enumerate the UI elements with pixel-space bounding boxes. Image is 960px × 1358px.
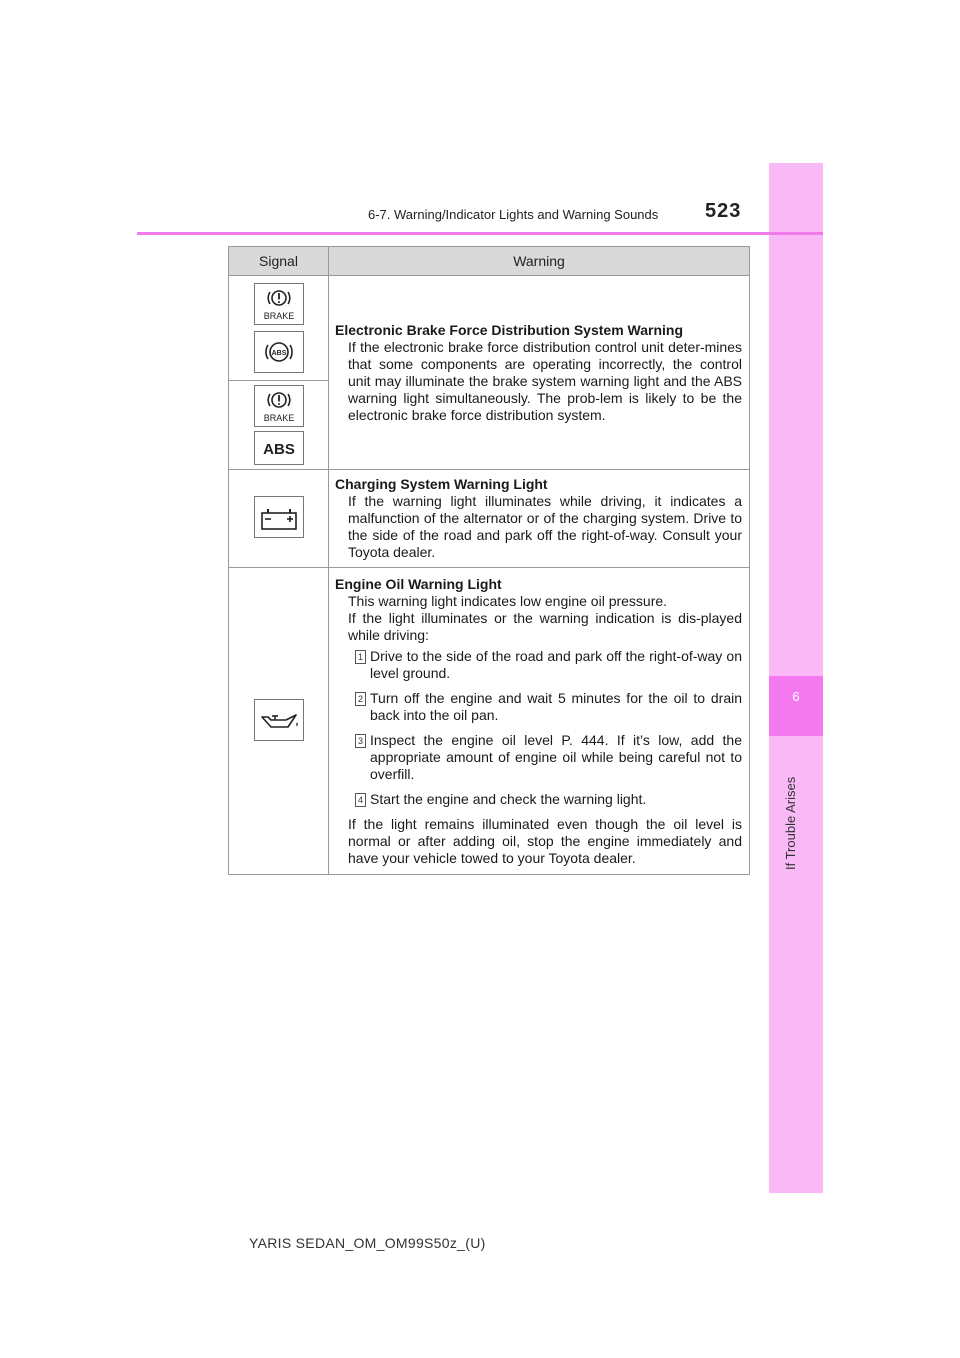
abs-text-icon (254, 431, 304, 465)
brake-warning-icon (254, 385, 304, 427)
signal-cell (229, 568, 329, 875)
step-number-icon: 1 (355, 650, 366, 664)
step-number-icon: 3 (355, 734, 366, 748)
warning-description: If the warning light illuminates while driving, it indicates a malfunction of the alternator or of the charging system. Drive to the side of the road and park off the right-of-way. Consult your Toyota dealer. (348, 493, 742, 560)
header-rule (137, 232, 823, 235)
document-code: YARIS SEDAN_OM_OM99S50z_(U) (249, 1235, 486, 1251)
warning-title: Electronic Brake Force Distribution System Warning (335, 321, 684, 338)
procedure-step (335, 690, 742, 724)
abs-circle-icon (254, 331, 304, 373)
chapter-tab[interactable] (769, 676, 823, 736)
step-text: Turn off the engine and wait 5 minutes for the oil to drain back into the oil pan. (370, 689, 742, 723)
brake-warning-icon (254, 283, 304, 325)
warning-title: Charging System Warning Light (335, 476, 548, 492)
chapter-label: If Trouble Arises (783, 776, 798, 870)
signal-column-header: Signal (229, 247, 329, 276)
procedure-step (335, 791, 742, 808)
warning-lights-table (228, 246, 750, 875)
signal-cell (229, 276, 329, 470)
warning-description: If the electronic brake force distribution control unit deter-mines that some components are operating incorrectly, the control unit may illuminate the brake system warning light and the ABS warning light simultaneously. The prob-lem is likely to be the electronic brake force distribution system. (348, 338, 742, 423)
step-number-icon: 4 (355, 793, 366, 807)
procedure-step (335, 732, 742, 783)
brake-icon-text: BRAKE (263, 311, 294, 321)
abs-text-icon-text: ABS (262, 441, 295, 458)
table-row (229, 568, 750, 875)
brake-icon-text: BRAKE (263, 413, 294, 423)
step-text: Inspect the engine oil level P. 444. If it’s low, add the appropriate amount of engine oil while being careful not to overfill. (370, 731, 742, 782)
procedure-step (335, 648, 742, 682)
page-number: 523 (705, 200, 742, 222)
abs-circle-icon-text: ABS (271, 350, 286, 357)
step-number-icon: 2 (355, 692, 366, 706)
oil-can-icon (254, 699, 304, 741)
warning-title: Engine Oil Warning Light (335, 575, 502, 592)
warning-cell (329, 568, 750, 875)
step-text: Drive to the side of the road and park off the right-of-way on level ground. (370, 647, 742, 681)
warning-column-header: Warning (329, 247, 750, 276)
warning-description: This warning light indicates low engine oil pressure. (348, 592, 668, 609)
warning-closing: If the light remains illuminated even though the oil level is normal or after adding oil, stop the engine immediately and have your vehicle towed to your Toyota dealer. (348, 815, 742, 866)
battery-icon (254, 496, 304, 538)
warning-cell (329, 470, 750, 568)
table-row (229, 470, 750, 568)
warning-cell (329, 276, 750, 470)
table-row (229, 276, 750, 470)
chapter-number: 6 (792, 689, 800, 704)
table-header-row (229, 247, 750, 276)
section-title: 6-7. Warning/Indicator Lights and Warning Sounds (368, 207, 659, 222)
signal-cell (229, 470, 329, 568)
warning-description: If the light illuminates or the warning indication is dis-played while driving: (348, 609, 742, 643)
step-text: Start the engine and check the warning light. (370, 790, 647, 807)
